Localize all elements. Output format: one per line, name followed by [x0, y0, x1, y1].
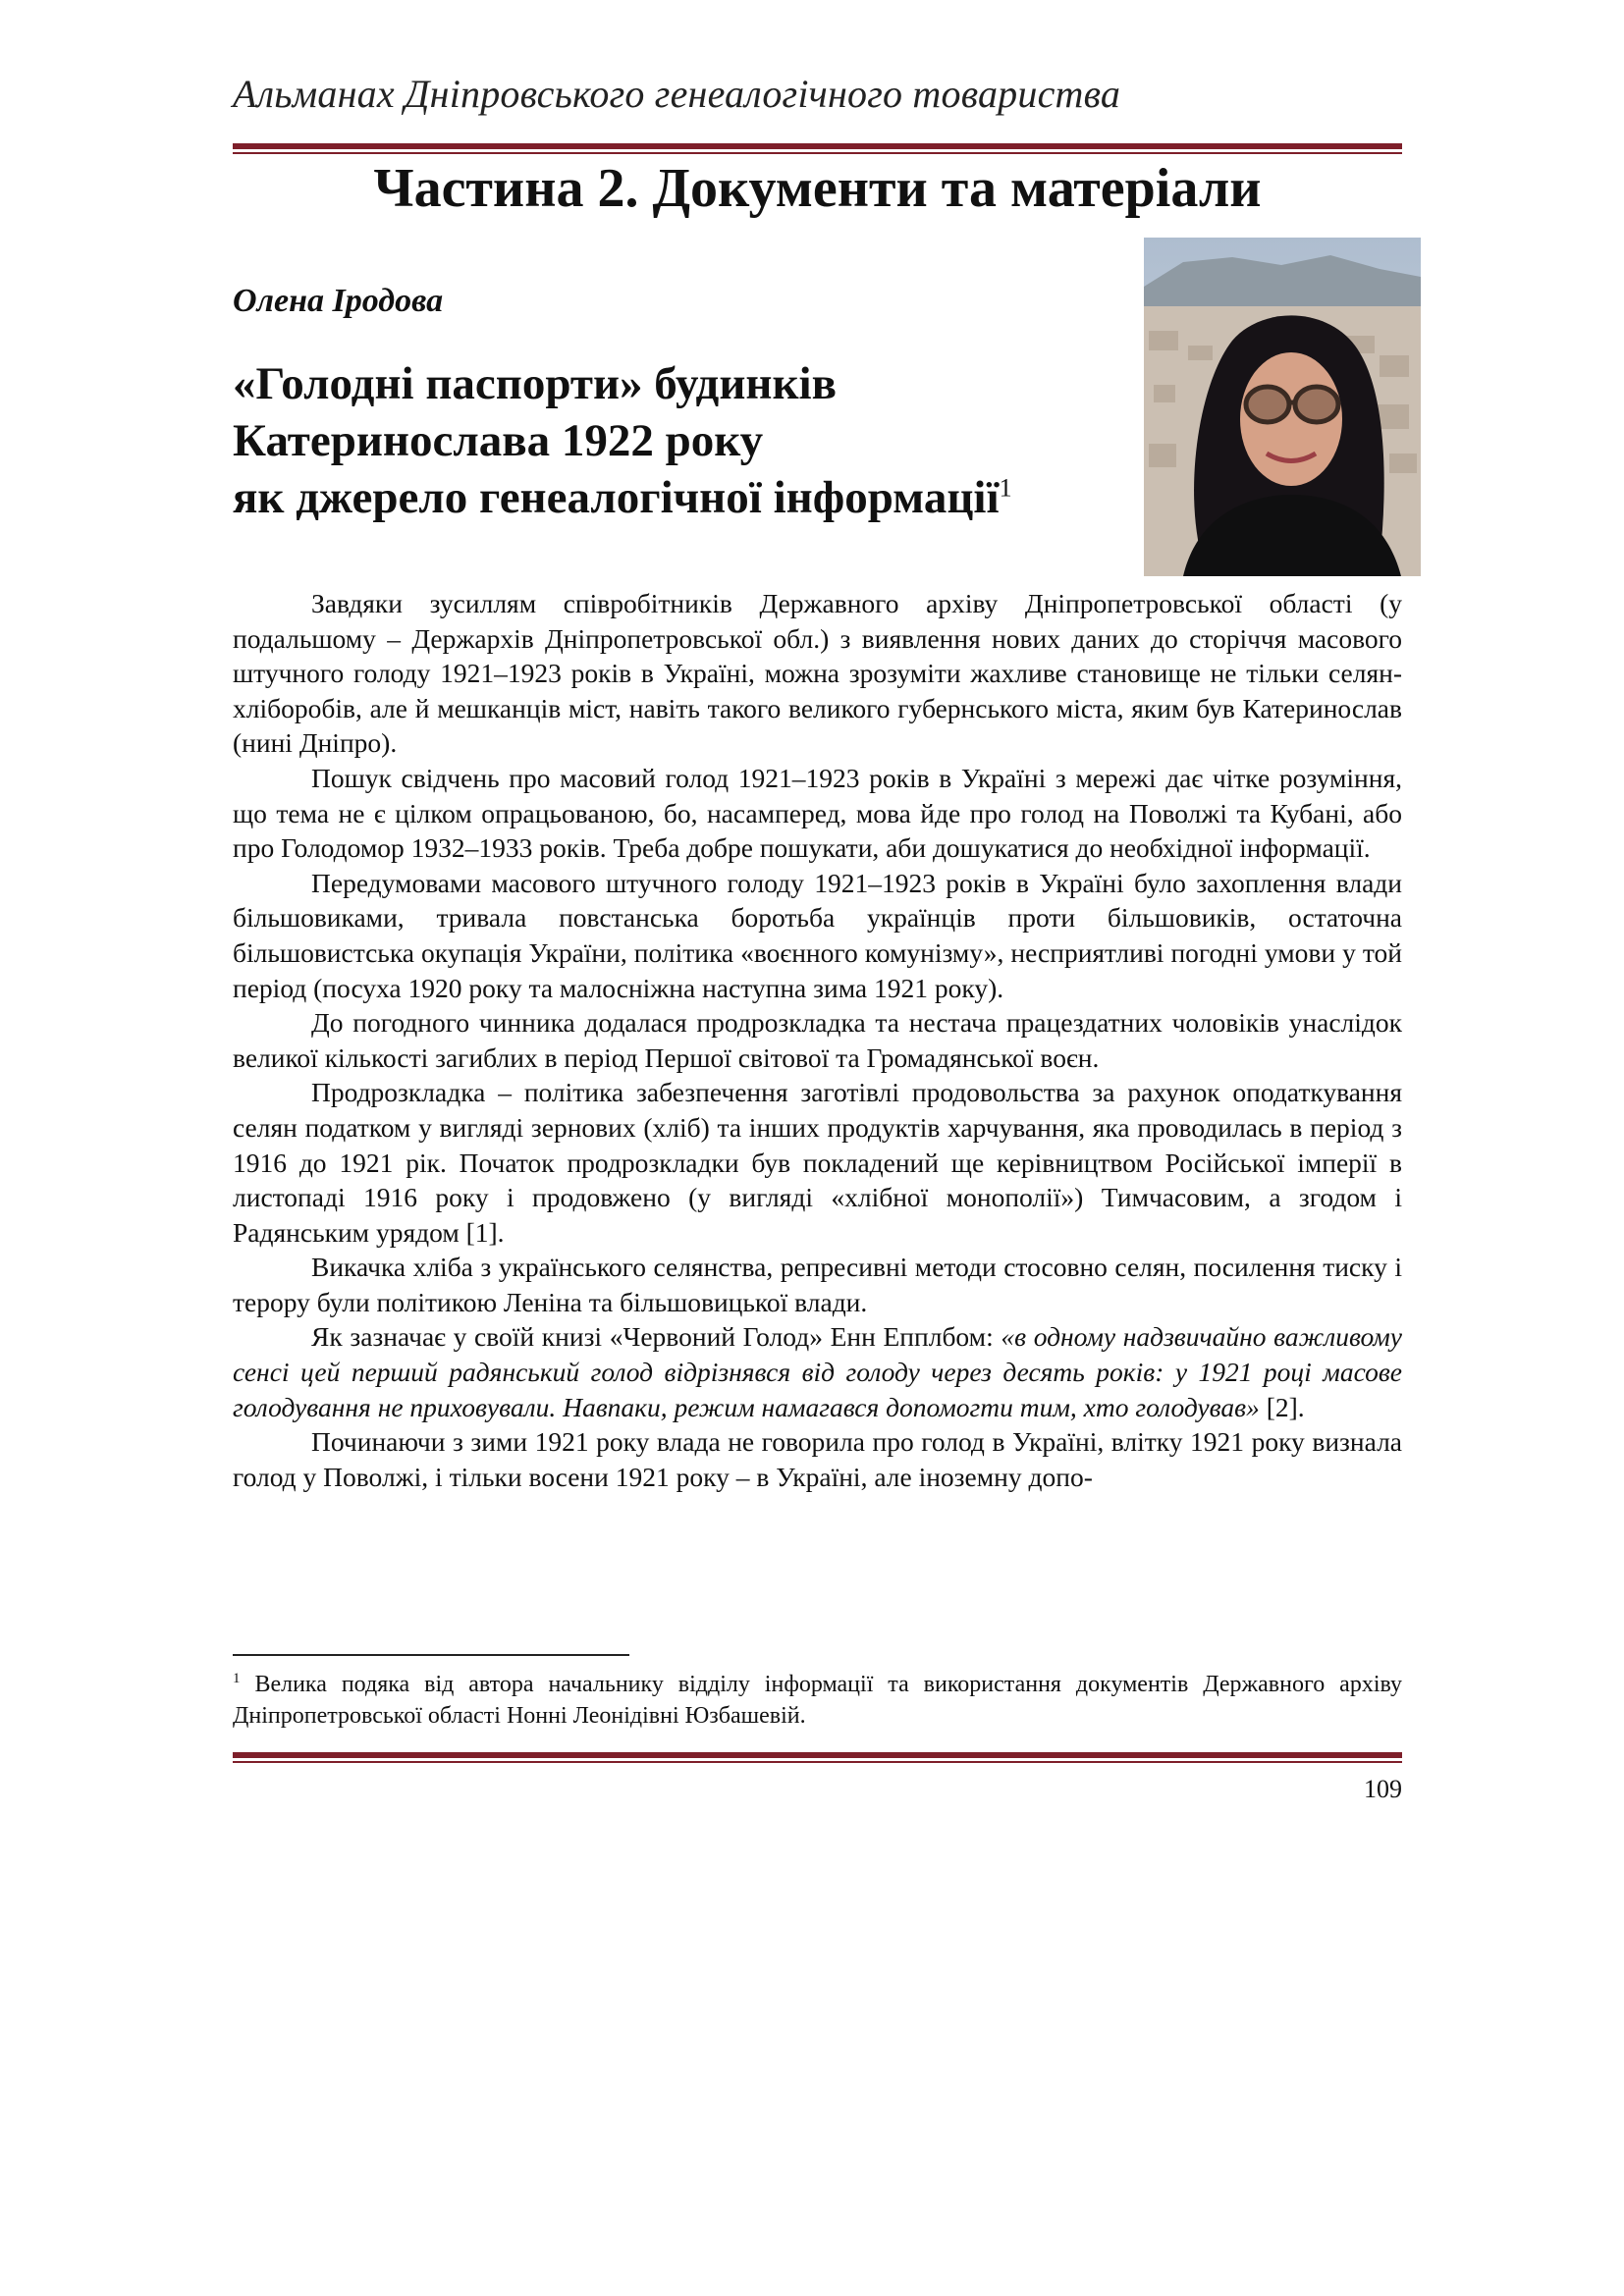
footer-rule-thick [233, 1752, 1402, 1758]
quote-citation: [2]. [1259, 1391, 1305, 1422]
footnote-reference-mark[interactable]: 1 [999, 473, 1012, 503]
footnote-mark: 1 [233, 1671, 241, 1686]
body-paragraph-4: До погодного чинника додалася продрозкладка та нестача працездатних чоловіків унаслідок великої кількості загиблих в період Першої світової та Громадянської воєн. [233, 1007, 1402, 1073]
page-number: 109 [1364, 1775, 1402, 1803]
article-title-line-3 [233, 469, 1116, 526]
author-name: Олена Іродова [233, 283, 444, 319]
article-title-line-3-text: як джерело генеалогічної інформації [233, 472, 1000, 523]
body-paragraph-5: Продрозкладка – політика забезпечення заготівлі продовольства за рахунок оподаткування селян податком у вигляді зернових (хліб) та інших продуктів харчування, яка проводилась в період з 1916 до 1921 рік. Початок продрозкладки був покладений ще керівництвом Російської імперії в листопаді 1916 року і продовжено (у вигляді «хлібної монополії») Тимчасовим, а згодом і Радянським урядом [1]. [233, 1077, 1402, 1248]
footer-rule [233, 1752, 1402, 1763]
body-paragraph-1: Завдяки зусиллям співробітників Державного архіву Дніпропетровської області (у подальшому – Держархів Дніпропетровської обл.) з виявлення нових даних до сторіччя масового штучного голоду 1921–1923 років в Україні, можна зрозуміти жахливе становище не тільки селян-хліборобів, але й мешканців міст, навіть такого великого губернського міста, яким був Катеринослав (нині Дніпро). [233, 588, 1402, 759]
header-rule-thick [233, 143, 1402, 149]
article-body [233, 586, 1402, 1494]
body-paragraph-3: Передумовами масового штучного голоду 1921–1923 років в Україні було захоплення влади більшовиками, тривала повстанська боротьба українців проти більшовиків, остаточна більшовистська окупація України, політика «воєнного комунізму», несприятливі погодні умови у той період (посуха 1920 року та малосніжна наступна зима 1921 року). [233, 867, 1402, 1003]
header-rule-thin [233, 152, 1402, 154]
header-rule [233, 143, 1402, 154]
footnote-text: Велика подяка від автора начальнику відділу інформації та використання документів Державного архіву Дніпропетровської області Нонні Леонідівні Юзбашевій. [233, 1672, 1402, 1729]
footer-rule-thin [233, 1761, 1402, 1763]
footnote-separator [233, 1654, 629, 1656]
article-title-line-1: «Голодні паспорти» будинків [233, 358, 837, 409]
article-title-line-2: Катеринослава 1922 року [233, 415, 764, 466]
quote-lead: Як зазначає у своїй книзі «Червоний Голод» Енн Епплбом: [311, 1321, 1001, 1353]
body-paragraph-8: Починаючи з зими 1921 року влада не говорила про голод в Україні, влітку 1921 року визнала голод у Поволжі, і тільки восени 1921 року – в Україні, але іноземну допо- [233, 1426, 1402, 1492]
article-title [233, 355, 1116, 526]
author-photo [1144, 238, 1421, 576]
body-paragraph-2: Пошук свідчень про масовий голод 1921–1923 років в Україні з мережі дає чітке розуміння, що тема не є цілком опрацьованою, бо, насамперед, мова йде про голод на Поволжі та Кубані, або про Голодомор 1932–1933 років. Треба добре пошукати, аби дошукатися до необхідної інформації. [233, 762, 1402, 864]
body-paragraph-7 [233, 1319, 1402, 1424]
footnote [233, 1669, 1402, 1732]
part-title: Частина 2. Документи та матеріали [373, 158, 1262, 219]
running-head: Альманах Дніпровського генеалогічного товариства [233, 72, 1121, 116]
body-paragraph-6: Викачка хліба з українського селянства, репресивні методи стосовно селян, посилення тиску і терору були політикою Леніна та більшовицької влади. [233, 1252, 1402, 1317]
author-photo-image [1144, 238, 1421, 576]
quote-text: «в одному надзвичайно важливому сенсі цей перший радянський голод відрізнявся від голоду через десять років: у 1921 році масове голодування не приховували. Навпаки, режим намагався допомогти тим, хто голодував» [233, 1321, 1403, 1422]
